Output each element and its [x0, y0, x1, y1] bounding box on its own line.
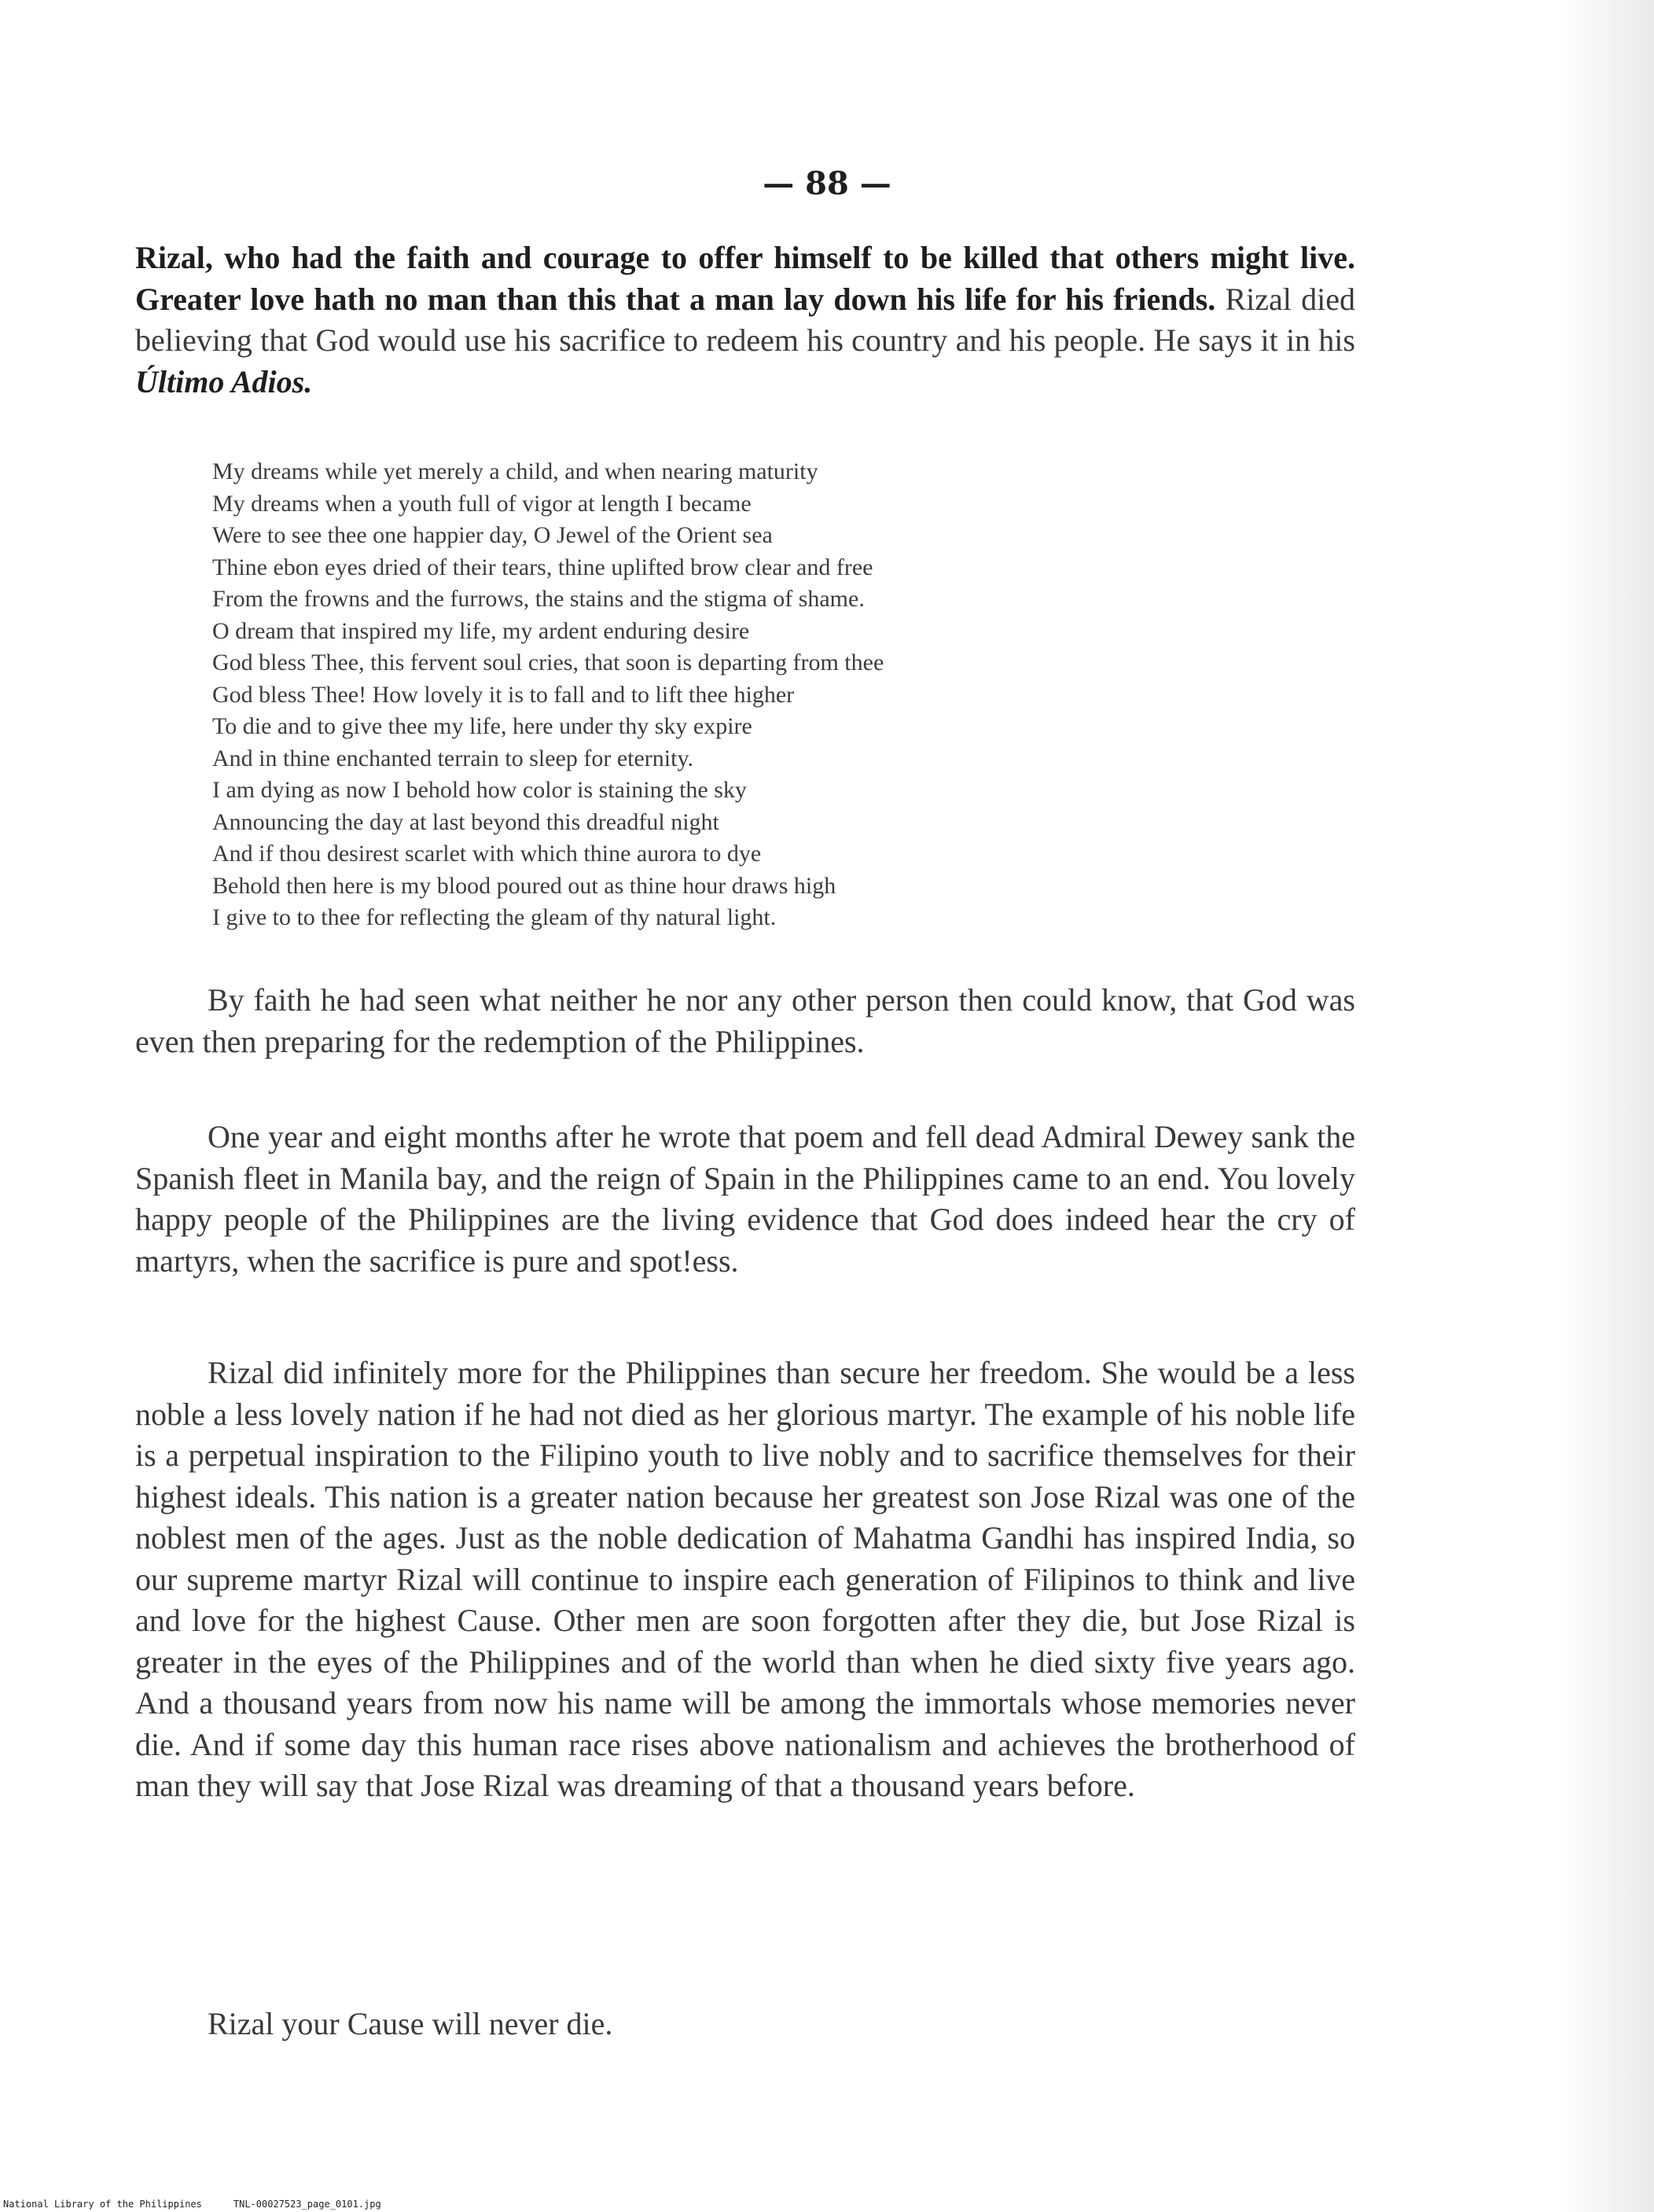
poem-line: O dream that inspired my life, my ardent enduring desire [212, 617, 750, 644]
poem-line: Thine ebon eyes dried of their tears, thine uplifted brow clear and free [212, 554, 873, 580]
page-edge-shadow [1560, 0, 1654, 2212]
poem-line: Were to see thee one happier day, O Jewel of the Orient sea [212, 522, 773, 548]
poem-line: From the frowns and the furrows, the stains and the stigma of shame. [212, 586, 865, 612]
scan-footer [3, 2199, 381, 2210]
poem-block [212, 456, 1329, 934]
poem-line: Announcing the day at last beyond this dreadful night [212, 808, 719, 835]
poem-line: My dreams when a youth full of vigor at length I became [212, 490, 752, 517]
poem-line: To die and to give thee my life, here under thy sky expire [212, 713, 752, 739]
poem-line: And in thine enchanted terrain to sleep for eternity. [212, 745, 693, 771]
poem-line: I give to to thee for reflecting the gleam of thy natural light. [212, 904, 777, 930]
footer-library: National Library of the Philippines [3, 2199, 202, 2210]
page-number: — 88 — [763, 165, 891, 202]
footer-filename: TNL-00027523_page_0101.jpg [233, 2199, 381, 2210]
poem-line: My dreams while yet merely a child, and when nearing maturity [212, 458, 818, 484]
paragraph-legacy: Rizal did infinitely more for the Philippines than secure her freedom. She would be a less noble a less lovely nation if he had not died as her glorious martyr. The example of his noble life is a perpetual inspiration to the Filipino youth to live nobly and to sacrifice themselves for their highest ideals. This nation is a greater nation because her greatest son Jose Rizal was one of the noblest men of the ages. Just as the noble dedication of Mahatma Gandhi has inspired India, so our supreme martyr Rizal will continue to inspire each generation of Filipinos to think and live and love for the highest Cause. Other men are soon forgotten after they die, but Jose Rizal is greater in the eyes of the Philippines and of the world than when he died sixty five years ago. And a thousand years from now his name will be among the immortals whose memories never die. And if some day this human race rises above nationalism and achieves the brotherhood of man they will say that Jose Rizal was dreaming of that a thousand years before. [135, 1355, 1355, 1803]
paragraph-intro-rest: Rizal died believing that God would use his sacrifice to redeem his country and his people. He says it in his [135, 281, 1355, 358]
poem-line: I am dying as now I behold how color is staining the sky [212, 777, 747, 803]
paragraph-intro [135, 237, 1355, 403]
paragraph-closing: Rizal your Cause will never die. [208, 2006, 613, 2041]
paragraph-dewey: One year and eight months after he wrote that poem and fell dead Admiral Dewey sank the Spanish fleet in Manila bay, and the reign of Spain in the Philippines came to an end. You lovely happy people of the Philippines are the living evidence that God does indeed hear the cry of martyrs, when the sacrifice is pure and spot!ess. [135, 1119, 1355, 1279]
poem-line: Behold then here is my blood poured out as thine hour draws high [212, 872, 836, 899]
paragraph-intro-lead: Rizal, who had the faith and courage to offer himself to be killed that others might live. Greater love hath no man than this that a man lay down his life for his friends. [135, 240, 1355, 317]
poem-line: God bless Thee, this fervent soul cries, that soon is departing from thee [212, 650, 884, 675]
poem-line: God bless Thee! How lovely it is to fall and to lift thee higher [212, 681, 795, 708]
paragraph-faith: By faith he had seen what neither he nor any other person then could know, that God was even then preparing for the redemption of the Philippines. [135, 982, 1355, 1059]
poem-line: And if thou desirest scarlet with which thine aurora to dye [212, 841, 762, 867]
poem-title: Último Adios. [135, 363, 313, 399]
